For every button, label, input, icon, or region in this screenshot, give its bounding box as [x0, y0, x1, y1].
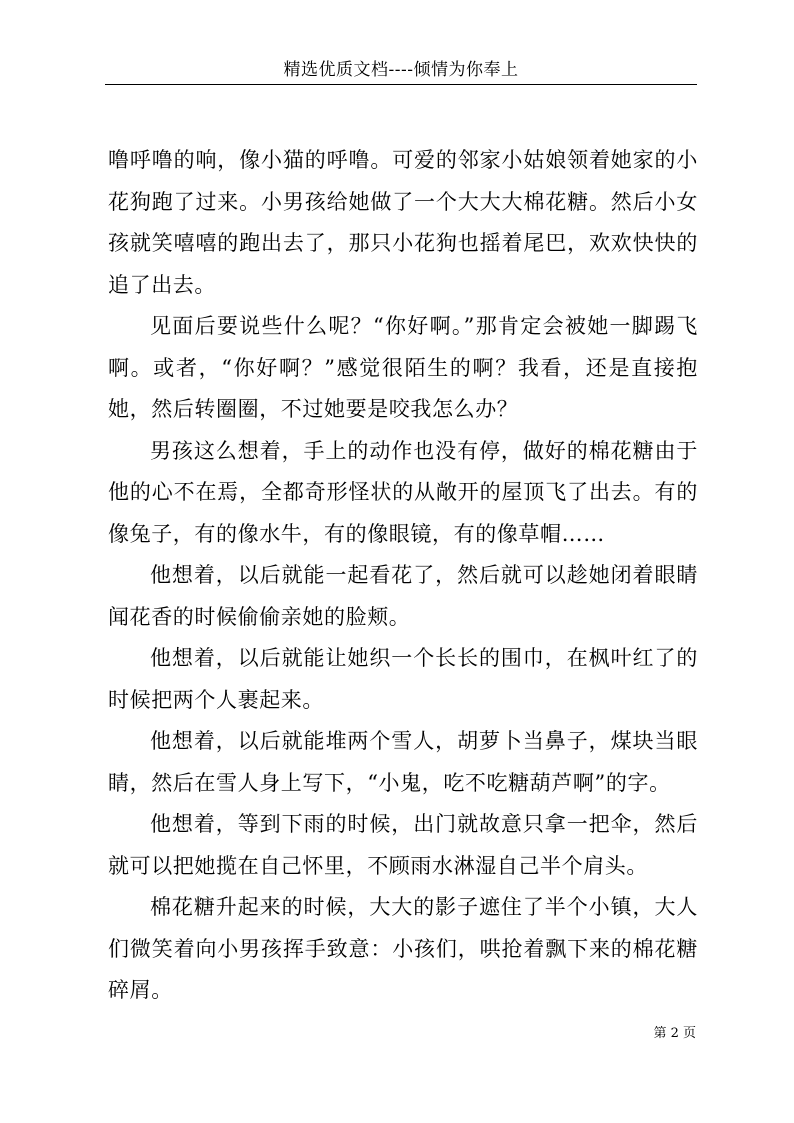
paragraph-5: 他想着，以后就能让她织一个长长的围巾，在枫叶红了的时候把两个人裹起来。 — [108, 646, 698, 712]
paragraph-7: 他想着，等到下雨的时候，出门就故意只拿一把伞，然后就可以把她揽在自己怀里，不顾雨水淋湿自己半个肩头。 — [108, 812, 698, 878]
paragraph-1: 噜呼噜的响，像小猫的呼噜。可爱的邻家小姑娘领着她家的小花狗跑了过来。小男孩给她做了一个大大大棉花糖。然后小女孩就笑嘻嘻的跑出去了，那只小花狗也摇着尾巴，欢欢快快的追了出去。 — [108, 148, 698, 297]
paragraph-3: 男孩这么想着，手上的动作也没有停，做好的棉花糖由于他的心不在焉，全都奇形怪状的从敞开的屋顶飞了出去。有的像兔子，有的像水牛，有的像眼镜，有的像草帽…… — [108, 438, 698, 546]
paragraph-6: 他想着，以后就能堆两个雪人，胡萝卜当鼻子，煤块当眼睛，然后在雪人身上写下，“小鬼，吃不吃糖葫芦啊”的字。 — [108, 729, 698, 795]
page-footer — [600, 1026, 696, 1042]
page-number: 第 2 页 — [653, 1026, 696, 1041]
paragraph-2: 见面后要说些什么呢？“你好啊。”那肯定会被她一脚踢飞啊。或者，“你好啊？”感觉很陌生的啊？我看，还是直接抱她，然后转圈圈，不过她要是咬我怎么办？ — [108, 314, 698, 421]
header-title: 精选优质文档----倾情为你奉上 — [283, 60, 519, 80]
document-body — [108, 140, 698, 1012]
page-header — [105, 58, 697, 85]
paragraph-4: 他想着，以后就能一起看花了，然后就可以趁她闭着眼睛闻花香的时候偷偷亲她的脸颊。 — [108, 563, 698, 629]
paragraph-8: 棉花糖升起来的时候，大大的影子遮住了半个小镇，大人们微笑着向小男孩挥手致意：小孩们，哄抢着飘下来的棉花糖碎屑。 — [108, 895, 698, 1002]
